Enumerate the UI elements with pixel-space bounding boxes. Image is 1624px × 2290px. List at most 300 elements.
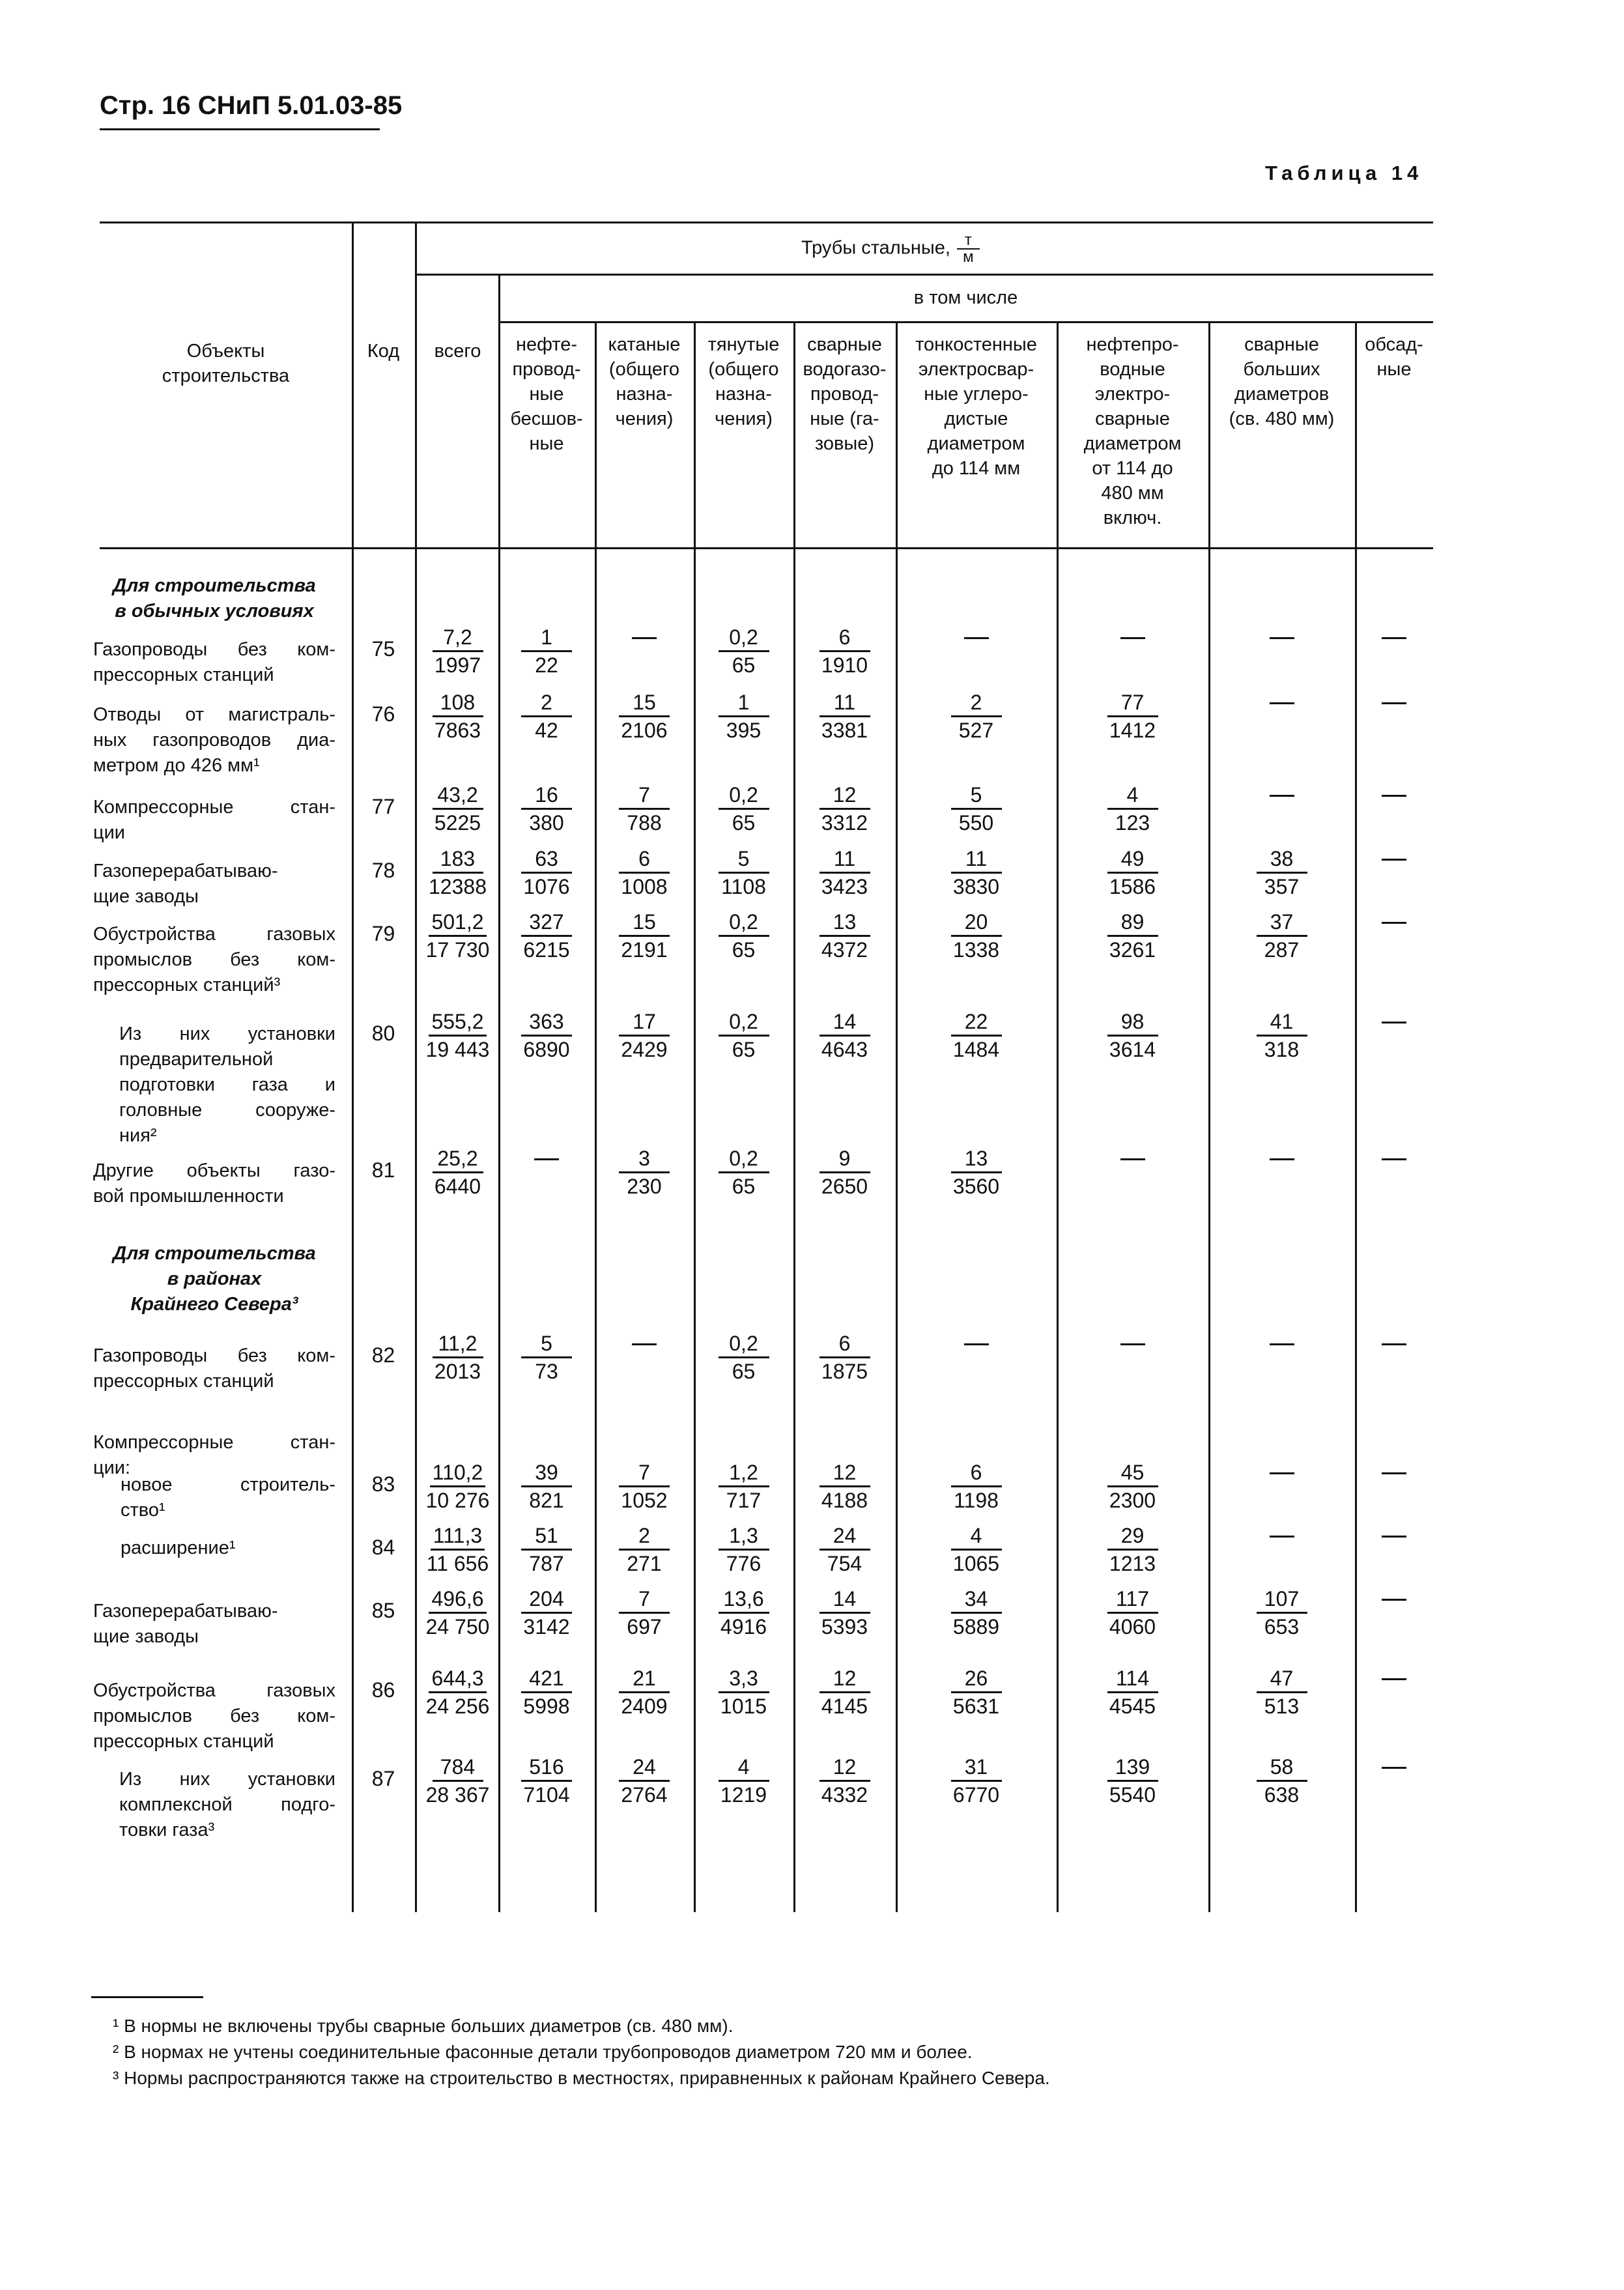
- row-name-line: прессорных станций: [93, 1371, 274, 1392]
- cell-numerator: 22: [951, 1009, 1002, 1037]
- table-cell: [1087, 689, 1178, 743]
- header-column-line: (общего: [708, 359, 779, 380]
- row-name-line: головные сооруже-: [119, 1100, 335, 1121]
- cell-denominator: 42: [535, 719, 558, 742]
- cell-numerator: 644,3: [429, 1665, 486, 1693]
- table-cell: [501, 1330, 592, 1384]
- cell-denominator: 7104: [523, 1783, 570, 1807]
- cell-denominator: 7863: [434, 719, 481, 742]
- row-name-line: ции: [93, 822, 126, 843]
- table-cell: [412, 1665, 504, 1719]
- cell-denominator: 1412: [1109, 719, 1156, 742]
- header-column-8: [1208, 332, 1355, 431]
- table-cell: [1087, 1586, 1178, 1640]
- row-name-line: Компрессорные стан-: [93, 797, 335, 818]
- table-cell: [1348, 1754, 1440, 1756]
- cell-numerator: 49: [1107, 846, 1158, 874]
- header-column-line: ные: [529, 384, 564, 405]
- table-cell: [698, 1523, 790, 1577]
- cell-denominator: 6215: [523, 938, 570, 962]
- cell-denominator: 1875: [821, 1360, 868, 1383]
- cell-denominator: 2409: [621, 1695, 668, 1718]
- cell-denominator: 19 443: [425, 1038, 490, 1061]
- row-code: 76: [371, 702, 395, 726]
- dash-mark: [1382, 1599, 1406, 1601]
- cell-numerator: 0,2: [719, 909, 769, 937]
- code-column-rule-right: [415, 222, 417, 1912]
- table-cell: [931, 909, 1022, 963]
- cell-numerator: 47: [1257, 1665, 1307, 1693]
- header-column-line: диаметров: [1234, 384, 1330, 405]
- header-column-line: тонкостенные: [915, 334, 1037, 355]
- cell-numerator: 7,2: [433, 624, 483, 652]
- row-name: [93, 1599, 335, 1650]
- cell-numerator: 41: [1257, 1009, 1307, 1037]
- row-name-line: Газопроводы без ком-: [93, 1345, 335, 1366]
- cell-denominator: 3560: [952, 1175, 1000, 1198]
- row-name-line: ство¹: [121, 1500, 165, 1521]
- row-name-line: новое строитель-: [121, 1474, 335, 1495]
- cell-denominator: 65: [732, 1175, 756, 1198]
- cell-denominator: 5393: [821, 1615, 868, 1639]
- cell-numerator: 43,2: [433, 782, 483, 810]
- header-column-line: сварные: [807, 334, 882, 355]
- footnote-3: ³ Нормы распространяются также на строительство в местностях, приравненных к районам Крайнего Севера.: [113, 2068, 1050, 2088]
- table-cell: [412, 1523, 504, 1577]
- cell-denominator: 4643: [821, 1038, 868, 1061]
- code-column-rule-left: [352, 222, 354, 1912]
- cell-numerator: 2: [521, 689, 572, 717]
- table-cell: [698, 1665, 790, 1719]
- cell-numerator: 2: [619, 1523, 670, 1551]
- table-cell: [931, 1523, 1022, 1577]
- header-column-7: [1057, 332, 1208, 530]
- cell-numerator: 421: [521, 1665, 572, 1693]
- row-name: [93, 859, 335, 909]
- table-cell: [1348, 1145, 1440, 1147]
- table-cell: [501, 1145, 592, 1147]
- cell-numerator: 501,2: [429, 909, 486, 937]
- cell-numerator: 14: [819, 1586, 870, 1614]
- cell-numerator: 24: [819, 1523, 870, 1551]
- cell-numerator: 1,3: [719, 1523, 769, 1551]
- row-name: [93, 1678, 335, 1754]
- header-column-line: чения): [615, 408, 674, 429]
- header-column-line: диаметром: [927, 433, 1025, 454]
- row-name-line: ных газопроводов диа-: [93, 730, 335, 751]
- cell-numerator: 17: [619, 1009, 670, 1037]
- row-code: 78: [371, 859, 395, 882]
- header-objects: [100, 339, 352, 388]
- header-column-3: [595, 332, 694, 431]
- cell-numerator: 107: [1257, 1586, 1307, 1614]
- dash-mark: [964, 1343, 989, 1345]
- row-code: 86: [371, 1678, 395, 1702]
- table-cell: [501, 689, 592, 743]
- header-column-line: сварные: [1095, 408, 1170, 429]
- table-cell: [599, 1586, 690, 1640]
- subheading-line: Компрессорные стан-: [93, 1432, 335, 1453]
- cell-denominator: 4145: [821, 1695, 868, 1718]
- cell-numerator: 63: [521, 846, 572, 874]
- cell-denominator: 638: [1264, 1783, 1300, 1807]
- cell-numerator: 183: [433, 846, 483, 874]
- cell-denominator: 318: [1264, 1038, 1300, 1061]
- dash-mark: [1270, 1343, 1294, 1345]
- cell-numerator: 24: [619, 1754, 670, 1782]
- cell-numerator: 12: [819, 1665, 870, 1693]
- table-cell: [412, 846, 504, 900]
- row-code: 79: [371, 922, 395, 945]
- row-name: [93, 795, 335, 846]
- cell-numerator: 496,6: [429, 1586, 486, 1614]
- cell-denominator: 513: [1264, 1695, 1300, 1718]
- row-name-line: Отводы от магистраль-: [93, 704, 335, 725]
- table-cell: [1087, 1330, 1178, 1332]
- cell-numerator: 39: [521, 1459, 572, 1487]
- cell-denominator: 2013: [434, 1360, 481, 1383]
- table-cell: [1087, 782, 1178, 836]
- row-name-line: щие заводы: [93, 886, 199, 907]
- cell-numerator: 26: [951, 1665, 1002, 1693]
- page-header: Стр. 16 СНиП 5.01.03-85: [100, 91, 403, 120]
- cell-numerator: 11,2: [433, 1330, 483, 1358]
- header-column-line: нефте-: [515, 334, 578, 355]
- row-name-line: метром до 426 мм¹: [93, 755, 260, 776]
- cell-numerator: 12: [819, 1754, 870, 1782]
- cell-denominator: 12388: [429, 875, 487, 898]
- header-column-line: ные: [1376, 359, 1412, 380]
- unit-denominator: м: [963, 248, 974, 266]
- row-name-line: подготовки газа и: [119, 1074, 335, 1095]
- table-cell: [599, 689, 690, 743]
- row-name-line: Другие объекты газо-: [93, 1160, 335, 1181]
- dash-mark: [1382, 1343, 1406, 1345]
- cell-numerator: 2: [951, 689, 1002, 717]
- table-cell: [501, 1586, 592, 1640]
- table-cell: [1236, 846, 1328, 900]
- cell-numerator: 15: [619, 909, 670, 937]
- column-rule-6: [1057, 321, 1059, 1912]
- cell-numerator: 0,2: [719, 624, 769, 652]
- cell-numerator: 37: [1257, 909, 1307, 937]
- dash-mark: [1270, 637, 1294, 639]
- cell-denominator: 5631: [952, 1695, 1000, 1718]
- footnote-1: ¹ В нормы не включены трубы сварные больших диаметров (св. 480 мм).: [113, 2016, 734, 2036]
- table-cell: [1236, 1665, 1328, 1719]
- header-column-line: тянутые: [707, 334, 780, 355]
- cell-numerator: 13: [951, 1145, 1002, 1173]
- cell-denominator: 2300: [1109, 1489, 1156, 1512]
- cell-denominator: 754: [827, 1552, 862, 1575]
- row-name-line: товки газа³: [119, 1820, 215, 1840]
- table-cell: [1236, 1523, 1328, 1524]
- row-name-line: Газоперерабатываю-: [93, 1601, 278, 1622]
- table-cell: [501, 624, 592, 678]
- cell-denominator: 717: [726, 1489, 762, 1512]
- row-code: 84: [371, 1536, 395, 1559]
- header-column-line: электросвар-: [918, 359, 1034, 380]
- cell-numerator: 7: [619, 782, 670, 810]
- table-cell: [931, 1459, 1022, 1513]
- cell-denominator: 287: [1264, 938, 1300, 962]
- section-title-1: [93, 573, 335, 624]
- header-column-line: назна-: [715, 384, 772, 405]
- cell-numerator: 14: [819, 1009, 870, 1037]
- dash-mark: [1270, 795, 1294, 797]
- dash-mark: [1120, 1158, 1145, 1160]
- table-cell: [599, 1330, 690, 1332]
- dash-mark: [632, 1343, 657, 1345]
- row-code: 77: [371, 795, 395, 818]
- cell-numerator: 6: [819, 624, 870, 652]
- dash-mark: [1382, 859, 1406, 861]
- row-name-line: Обустройства газовых: [93, 924, 335, 945]
- table-cell: [1348, 846, 1440, 848]
- row-name-line: Из них установки: [119, 1023, 335, 1044]
- column-rule-8: [1355, 321, 1357, 1912]
- cell-numerator: 77: [1107, 689, 1158, 717]
- cell-numerator: 12: [819, 782, 870, 810]
- table-cell: [931, 1586, 1022, 1640]
- cell-denominator: 2106: [621, 719, 668, 742]
- section-title-2: [93, 1241, 335, 1317]
- header-column-line: ные (га-: [810, 408, 879, 429]
- table-cell: [501, 1523, 592, 1577]
- table-cell: [412, 624, 504, 678]
- section-title-line: Крайнего Севера³: [130, 1294, 298, 1315]
- cell-numerator: 6: [819, 1330, 870, 1358]
- table-cell: [1236, 782, 1328, 784]
- header-including: в том числе: [913, 287, 1018, 308]
- dash-mark: [1382, 1022, 1406, 1023]
- cell-denominator: 5889: [952, 1615, 1000, 1639]
- unit-numerator: т: [957, 233, 980, 250]
- cell-numerator: 117: [1107, 1586, 1158, 1614]
- cell-numerator: 13,6: [719, 1586, 769, 1614]
- table-cell: [698, 846, 790, 900]
- cell-numerator: 114: [1107, 1665, 1158, 1693]
- cell-denominator: 230: [627, 1175, 662, 1198]
- table-cell: [1236, 1009, 1328, 1063]
- header-column-line: сварные: [1244, 334, 1319, 355]
- cell-denominator: 2191: [621, 938, 668, 962]
- column-rule-2: [595, 321, 597, 1912]
- table-cell: [698, 624, 790, 678]
- table-cell: [1236, 1330, 1328, 1332]
- cell-numerator: 327: [521, 909, 572, 937]
- table-cell: [1087, 624, 1178, 626]
- dash-mark: [1382, 1472, 1406, 1474]
- table-cell: [412, 1330, 504, 1384]
- row-name-line: расширение¹: [121, 1538, 236, 1558]
- table-cell: [599, 624, 690, 626]
- cell-numerator: 3,3: [719, 1665, 769, 1693]
- dash-mark: [1270, 1472, 1294, 1474]
- header-column-line: электро-: [1094, 384, 1171, 405]
- row-name-line: промыслов без ком-: [93, 1706, 335, 1726]
- table-cell: [1348, 624, 1440, 626]
- dash-mark: [1382, 1767, 1406, 1769]
- column-rule-5: [896, 321, 898, 1912]
- table-cell: [599, 1459, 690, 1513]
- cell-denominator: 3423: [821, 875, 868, 898]
- dash-mark: [1382, 922, 1406, 924]
- cell-denominator: 17 730: [425, 938, 490, 962]
- table-cell: [1348, 1459, 1440, 1461]
- cell-numerator: 0,2: [719, 1009, 769, 1037]
- cell-numerator: 16: [521, 782, 572, 810]
- table-cell: [599, 1009, 690, 1063]
- cell-numerator: 516: [521, 1754, 572, 1782]
- header-column-line: провод-: [810, 384, 879, 405]
- table-cell: [1236, 1586, 1328, 1640]
- table-cell: [599, 909, 690, 963]
- header-column-line: от 114 до: [1092, 458, 1173, 479]
- cell-numerator: 89: [1107, 909, 1158, 937]
- header-column-line: назна-: [616, 384, 673, 405]
- header-column-2: [498, 332, 595, 456]
- row-name-line: Газоперерабатываю-: [93, 861, 278, 881]
- row-name: [93, 1343, 335, 1394]
- header-column-4: [694, 332, 793, 431]
- cell-denominator: 3261: [1109, 938, 1156, 962]
- cell-numerator: 6: [951, 1459, 1002, 1487]
- cell-numerator: 29: [1107, 1523, 1158, 1551]
- table-number: Таблица 14: [1265, 162, 1423, 184]
- table-cell: [799, 1009, 890, 1063]
- cell-numerator: 13: [819, 909, 870, 937]
- page-header-underline: [100, 128, 380, 130]
- row-name: [93, 1158, 335, 1209]
- table-cell: [1348, 1665, 1440, 1667]
- cell-denominator: 1219: [720, 1783, 767, 1807]
- cell-denominator: 776: [726, 1552, 762, 1575]
- section-title-line: в районах: [167, 1268, 262, 1289]
- row-name-line: комплексной подго-: [119, 1794, 335, 1815]
- column-rule-4: [793, 321, 795, 1912]
- table-cell: [1236, 1459, 1328, 1461]
- header-objects-line: Объекты: [186, 341, 265, 362]
- table-cell: [1348, 909, 1440, 911]
- dash-mark: [1270, 702, 1294, 704]
- table-cell: [698, 1330, 790, 1384]
- header-bottom-rule: [100, 547, 1433, 549]
- table-cell: [1087, 1145, 1178, 1147]
- cell-numerator: 7: [619, 1586, 670, 1614]
- table-cell: [1087, 1459, 1178, 1513]
- header-column-5: [793, 332, 896, 456]
- column-rule-7: [1208, 321, 1210, 1912]
- cell-denominator: 550: [958, 811, 994, 835]
- dash-mark: [1382, 637, 1406, 639]
- pipes-title-text: Трубы стальные,: [801, 237, 950, 259]
- table-cell: [698, 1145, 790, 1199]
- table-cell: [412, 1586, 504, 1640]
- table-cell: [1348, 1009, 1440, 1010]
- cell-denominator: 5225: [434, 811, 481, 835]
- table-cell: [799, 689, 890, 743]
- cell-denominator: 65: [732, 1038, 756, 1061]
- cell-denominator: 821: [529, 1489, 564, 1512]
- cell-denominator: 5998: [523, 1695, 570, 1718]
- pipes-title-rule: [417, 274, 1433, 276]
- cell-denominator: 1108: [721, 875, 766, 898]
- cell-numerator: 0,2: [719, 1330, 769, 1358]
- cell-denominator: 6770: [952, 1783, 1000, 1807]
- table-cell: [1087, 1665, 1178, 1719]
- cell-numerator: 0,2: [719, 1145, 769, 1173]
- cell-numerator: 11: [819, 689, 870, 717]
- cell-denominator: 4916: [720, 1615, 767, 1639]
- cell-denominator: 4372: [821, 938, 868, 962]
- table-cell: [1236, 909, 1328, 963]
- row-name: [119, 1767, 335, 1843]
- row-code: 87: [371, 1767, 395, 1790]
- cell-numerator: 0,2: [719, 782, 769, 810]
- header-column-line: катаные: [608, 334, 681, 355]
- cell-numerator: 15: [619, 689, 670, 717]
- cell-denominator: 2764: [621, 1783, 668, 1807]
- cell-numerator: 5: [521, 1330, 572, 1358]
- cell-numerator: 110,2: [430, 1459, 486, 1487]
- table-cell: [931, 1330, 1022, 1332]
- table-cell: [931, 782, 1022, 836]
- table-cell: [599, 782, 690, 836]
- table-cell: [1348, 1330, 1440, 1332]
- table-cell: [1087, 1754, 1178, 1808]
- table-cell: [1087, 1009, 1178, 1063]
- cell-denominator: 6440: [434, 1175, 481, 1198]
- dash-mark: [1382, 1536, 1406, 1538]
- table-cell: [1087, 1523, 1178, 1577]
- header-objects-line: строительства: [162, 365, 290, 386]
- cell-denominator: 1015: [720, 1695, 767, 1718]
- header-column-line: до 114 мм: [932, 458, 1021, 479]
- table-cell: [698, 1754, 790, 1808]
- table-cell: [799, 846, 890, 900]
- row-code: 81: [371, 1158, 395, 1182]
- cell-denominator: 1198: [954, 1489, 999, 1512]
- table-cell: [412, 1459, 504, 1513]
- row-name: [121, 1472, 335, 1523]
- table-cell: [799, 1523, 890, 1577]
- cell-denominator: 11 656: [426, 1552, 489, 1575]
- footnote-2: ² В нормах не учтены соединительные фасонные детали трубопроводов диаметром 720 мм и более.: [113, 2042, 973, 2062]
- header-column-line: ные: [529, 433, 564, 454]
- cell-numerator: 58: [1257, 1754, 1307, 1782]
- header-code: Код: [367, 341, 400, 362]
- cell-denominator: 65: [732, 1360, 756, 1383]
- table-cell: [698, 1459, 790, 1513]
- header-column-line: диаметром: [1083, 433, 1182, 454]
- cell-denominator: 2650: [821, 1175, 868, 1198]
- cell-numerator: 9: [819, 1145, 870, 1173]
- header-column-line: провод-: [512, 359, 581, 380]
- dash-mark: [1382, 795, 1406, 797]
- column-rule-3: [694, 321, 696, 1912]
- cell-denominator: 1065: [952, 1552, 1000, 1575]
- dash-mark: [1270, 1536, 1294, 1538]
- table-cell: [1348, 1523, 1440, 1524]
- cell-numerator: 12: [819, 1459, 870, 1487]
- header-pipes-title: [801, 233, 1023, 265]
- cell-numerator: 363: [521, 1009, 572, 1037]
- table-cell: [1348, 1586, 1440, 1588]
- table-cell: [1236, 1145, 1328, 1147]
- header-column-line: больших: [1243, 359, 1320, 380]
- row-code: 85: [371, 1599, 395, 1622]
